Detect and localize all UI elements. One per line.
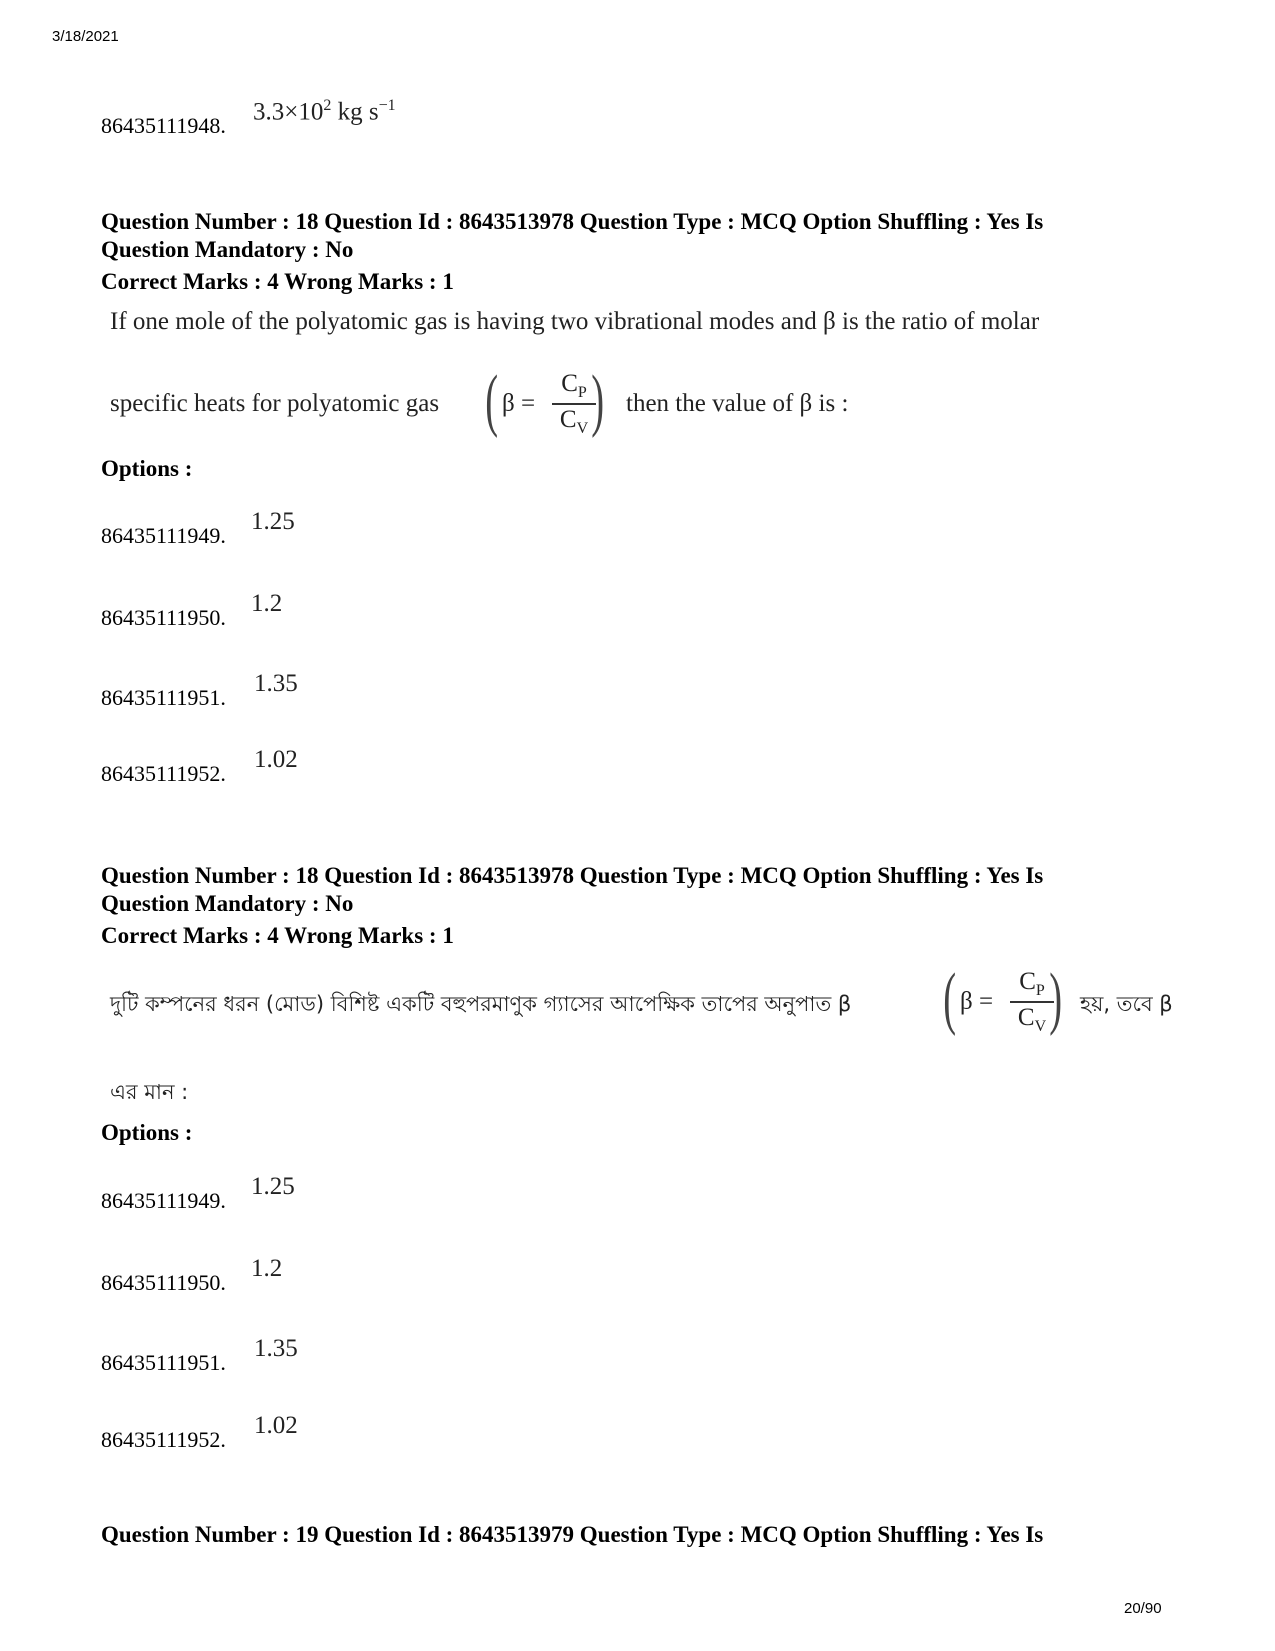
question-marks: Correct Marks : 4 Wrong Marks : 1 [101, 923, 454, 948]
option-value: 1.25 [251, 508, 295, 535]
option-row [101, 1404, 701, 1452]
question-header [101, 208, 1181, 296]
question-header-line1: Question Number : 19 Question Id : 8643513979 Question Type : MCQ Option Shuffling : Yes Is [101, 1522, 1044, 1547]
fraction-bar [1010, 1001, 1054, 1003]
option-row [101, 1247, 701, 1295]
right-paren: ) [591, 362, 605, 439]
fraction-numerator: $C_P$ [561, 370, 587, 401]
option-id: 86435111949. [101, 523, 226, 548]
option-id: 86435111949. [101, 1188, 226, 1213]
question-header-line1: Question Number : 18 Question Id : 8643513978 Question Type : MCQ Option Shuffling : Yes Is [101, 863, 1044, 888]
page-number: 20/90 [1124, 1600, 1162, 1617]
right-paren: ) [1049, 960, 1063, 1037]
option-value: 1.2 [251, 590, 283, 617]
question-header-line1: Question Number : 18 Question Id : 8643513978 Question Type : MCQ Option Shuffling : Yes Is [101, 209, 1044, 234]
question-header [101, 862, 1181, 950]
option-value: 1.35 [254, 1335, 298, 1362]
question-text-line2-pre: specific heats for polyatomic gas [110, 390, 440, 417]
option-value: 1.2 [251, 1255, 283, 1282]
question-text-line1-pre: দুটি কম্পনের ধরন (মোড) বিশিষ্ট একটি বহুপরমাণুক গ্যাসের আপেক্ষিক তাপের অনুপাত β [110, 992, 852, 1016]
question-header-line2: Question Mandatory : No [101, 891, 354, 916]
question-header [101, 1521, 1181, 1549]
option-id: 86435111948. [101, 113, 226, 138]
option-row [101, 90, 701, 138]
option-value: $3.3\times 10^2$ kg $s^{-1}$ [253, 96, 396, 125]
beta-formula [485, 362, 608, 446]
left-paren: ( [943, 960, 957, 1037]
option-id: 86435111952. [101, 1427, 226, 1452]
options-label: Options : [101, 1120, 193, 1145]
left-paren: ( [485, 362, 499, 439]
fraction-denominator: $C_V$ [559, 406, 589, 437]
option-id: 86435111950. [101, 1270, 226, 1295]
option-row [101, 582, 701, 630]
option-row [101, 1327, 701, 1375]
beta-formula [943, 960, 1066, 1044]
fraction-bar [552, 403, 596, 405]
option-value: 1.02 [254, 746, 298, 773]
question-text-line1-post: হয়, তবে β [1080, 992, 1173, 1016]
option-value: 1.02 [254, 1412, 298, 1439]
page-date: 3/18/2021 [52, 28, 119, 45]
option-value: 1.35 [254, 670, 298, 697]
option-id: 86435111952. [101, 761, 226, 786]
option-row [101, 738, 701, 786]
fraction-numerator: $C_P$ [1019, 968, 1045, 999]
question-header-line2: Question Mandatory : No [101, 237, 354, 262]
question-text-line1: If one mole of the polyatomic gas is having two vibrational modes and β is the ratio of molar [110, 308, 1040, 335]
option-id: 86435111951. [101, 685, 226, 710]
option-value: 1.25 [251, 1173, 295, 1200]
question-marks: Correct Marks : 4 Wrong Marks : 1 [101, 269, 454, 294]
fraction-denominator: $C_V$ [1017, 1004, 1047, 1035]
beta-equals: β = [502, 390, 536, 417]
question-text-line2-post: then the value of β is : [626, 390, 849, 417]
option-row [101, 1165, 701, 1213]
beta-equals: β = [960, 988, 994, 1015]
option-id: 86435111950. [101, 605, 226, 630]
question-text-line2: এর মান : [110, 1080, 189, 1104]
options-label: Options : [101, 456, 193, 481]
option-id: 86435111951. [101, 1350, 226, 1375]
option-row [101, 500, 701, 548]
option-row [101, 662, 701, 710]
